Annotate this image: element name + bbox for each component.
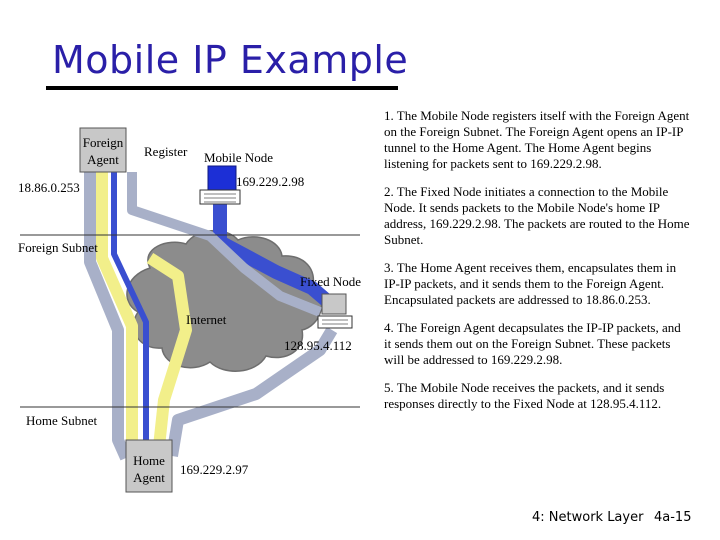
slide-title: Mobile IP Example — [52, 38, 409, 82]
mobile-node-icon — [200, 166, 240, 204]
step-1: 1. The Mobile Node registers itself with the Foreign Agent on the Foreign Subnet. The Foreign Agent opens an IP-IP tunnel to the Home Agent. The Home Agent begins listening for packets sent to 169.229.2.98. — [384, 108, 690, 171]
mobile-node-address: 169.229.2.98 — [236, 174, 305, 189]
step-3: 3. The Home Agent receives them, encapsulates them in IP-IP packets, and it sends them to the Foreign Agent. Encapsulated packets are addressed to 18.86.0.253. — [384, 260, 677, 307]
fixed-node-label: Fixed Node — [300, 274, 362, 289]
register-label: Register — [144, 144, 188, 159]
home-agent-address: 169.229.2.97 — [180, 462, 249, 477]
step-list — [384, 108, 690, 424]
step-2: 2. The Fixed Node initiates a connection to the Mobile Node. It sends packets to the Mobile Node's home IP address, 169.229.2.98. The packets are routed to the Home Subnet. — [384, 184, 690, 247]
foreign-subnet-label: Foreign Subnet — [18, 240, 98, 255]
internet-label: Internet — [186, 312, 227, 327]
foreign-agent-address: 18.86.0.253 — [18, 180, 80, 195]
fixed-node-address: 128.95.4.112 — [284, 338, 352, 353]
fixed-node-icon — [318, 294, 352, 328]
home-agent-label: Home Agent — [133, 453, 165, 485]
mobile-node-label: Mobile Node — [204, 150, 273, 165]
footer-page-number: 4a-15 — [654, 510, 692, 525]
step-4: 4. The Foreign Agent decapsulates the IP-IP packets, and it sends them out on the Foreign Subnet. These packets will be addressed to 169.229.2.98. — [384, 320, 681, 367]
footer-section: 4: Network Layer — [532, 510, 644, 525]
home-subnet-label: Home Subnet — [26, 413, 98, 428]
step-5: 5. The Mobile Node receives the packets, and it sends responses directly to the Fixed Node at 128.95.4.112. — [384, 380, 665, 411]
foreign-agent-label: Foreign Agent — [82, 135, 124, 167]
